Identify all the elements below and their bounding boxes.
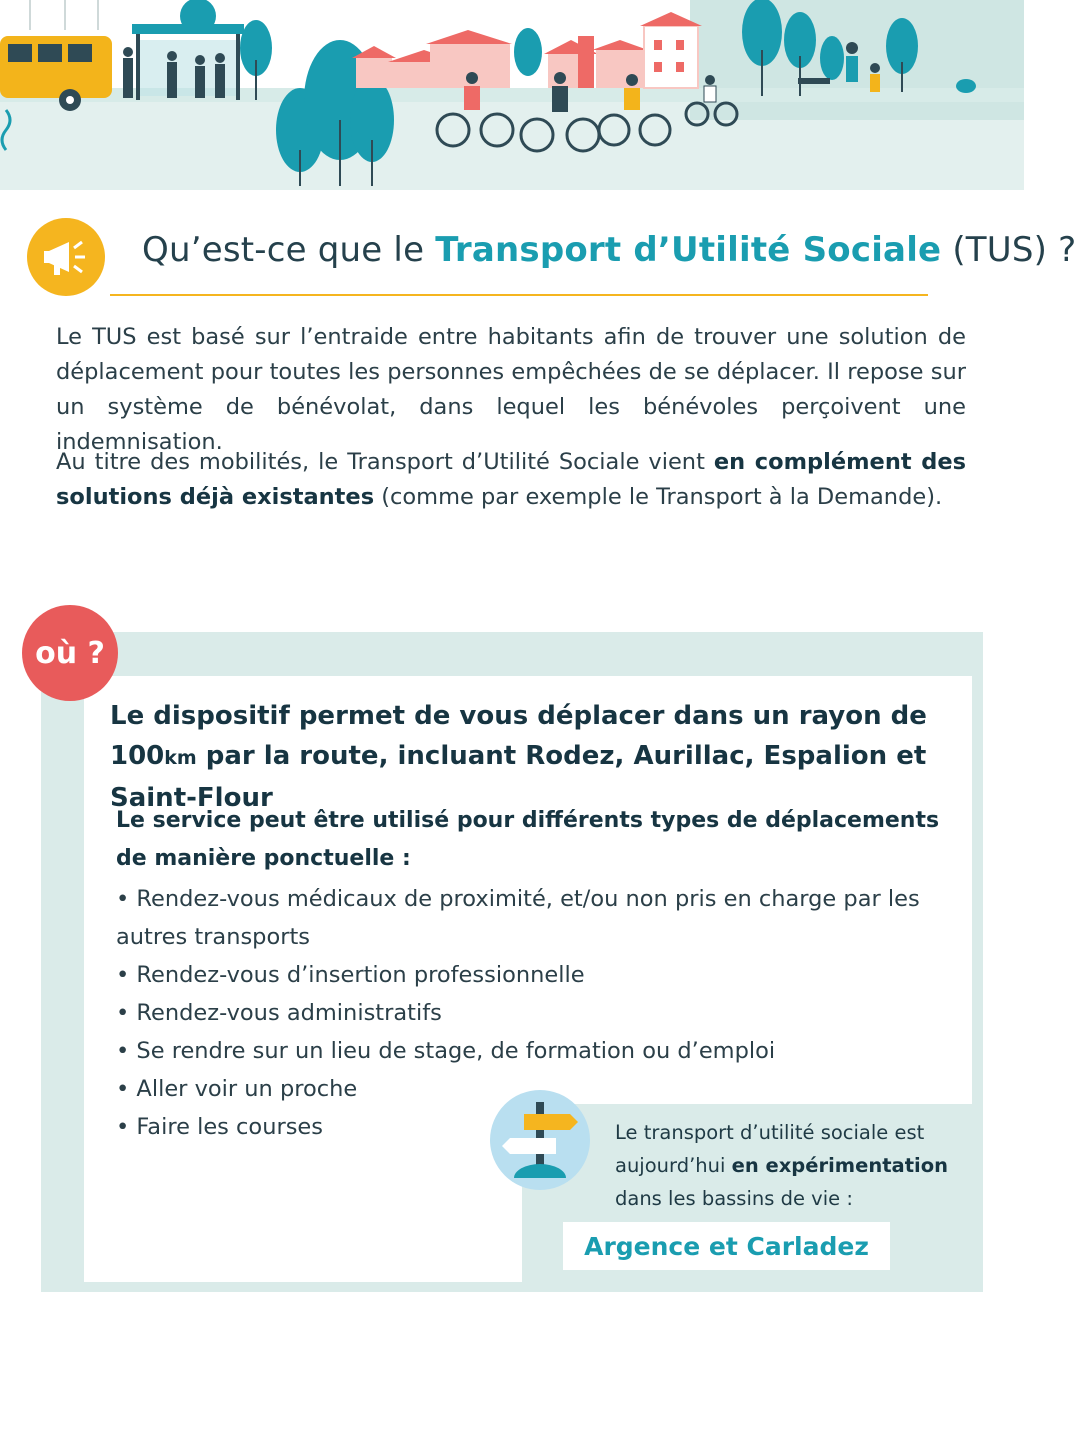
signpost-icon xyxy=(490,1090,590,1190)
title-text-start: Qu’est-ce que le xyxy=(142,230,436,270)
coverage-text-start: Le dispositif permet de vous déplacer dans un rayon de 100 xyxy=(110,701,927,771)
coverage-text-end: par la route, incluant Rodez, Aurillac, Espalion et Saint-Flour xyxy=(110,741,927,813)
title-divider xyxy=(110,294,928,296)
intro-paragraph-2 xyxy=(56,445,966,515)
usage-subtitle: Le service peut être utilisé pour différents types de déplacements de manière ponctuelle : xyxy=(116,808,940,871)
megaphone-icon xyxy=(27,218,105,296)
experiment-text-start: Le transport d’utilité sociale est aujourd’hui xyxy=(615,1121,925,1177)
experiment-text xyxy=(615,1116,965,1215)
title-text-end: (TUS) ? xyxy=(941,230,1076,270)
intro-p2-start: Au titre des mobilités, le Transport d’Utilité Sociale vient xyxy=(56,449,714,475)
list-item: • Se rendre sur un lieu de stage, de formation ou d’emploi xyxy=(116,1038,776,1064)
hero-illustration xyxy=(0,0,1024,190)
title-highlight: Transport d’Utilité Sociale xyxy=(435,230,942,270)
coverage-unit: km xyxy=(164,747,197,769)
intro-p2-bold: en complément des solutions déjà existantes xyxy=(56,449,966,510)
page-title xyxy=(142,230,1076,270)
list-item: • Rendez-vous d’insertion professionnelle xyxy=(116,962,585,988)
list-item: • Faire les courses xyxy=(116,1114,323,1140)
coverage-statement xyxy=(110,696,970,818)
experiment-text-bold: en expérimentation xyxy=(731,1154,948,1177)
experiment-text-end: dans les bassins de vie : xyxy=(615,1187,853,1210)
intro-paragraph-1: Le TUS est basé sur l’entraide entre habitants afin de trouver une solution de déplacement pour toutes les personnes empêchées de se déplacer. Il repose sur un système de bénévolat, dans lequel les bénévoles perçoivent une indemnisation. xyxy=(56,324,966,455)
basin-name: Argence et Carladez xyxy=(563,1222,890,1270)
list-item: • Rendez-vous administratifs xyxy=(116,1000,442,1026)
list-item: • Rendez-vous médicaux de proximité, et/ou non pris en charge par les autres transports xyxy=(116,886,920,950)
list-item: • Aller voir un proche xyxy=(116,1076,358,1102)
where-badge: où ? xyxy=(22,605,118,701)
intro-p2-end: (comme par exemple le Transport à la Demande). xyxy=(374,484,943,510)
